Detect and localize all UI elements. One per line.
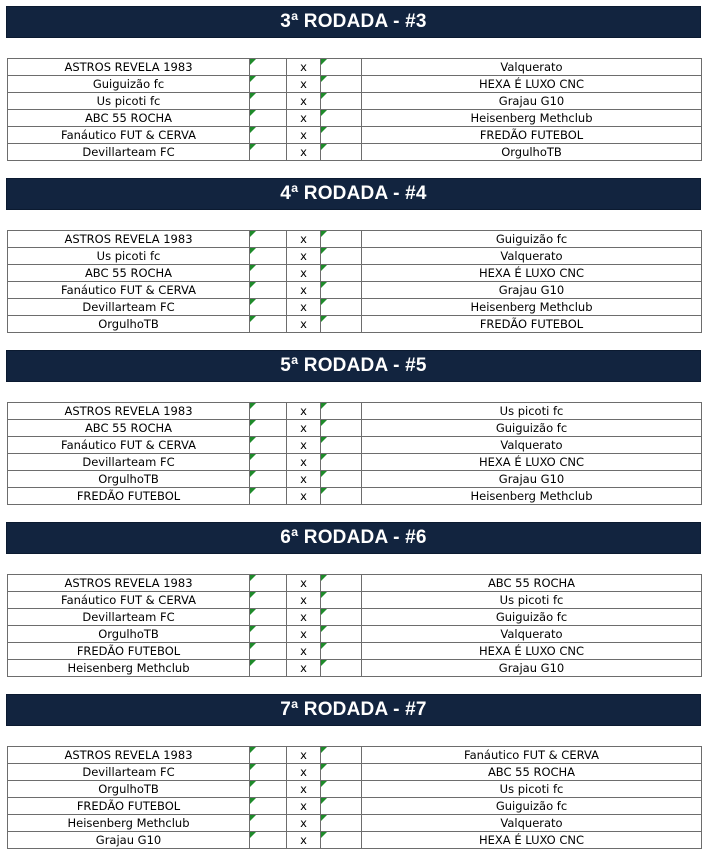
home-score-cell[interactable] xyxy=(250,299,287,316)
away-score-cell[interactable] xyxy=(321,420,362,437)
away-team-cell[interactable]: Guiguizão fc xyxy=(362,798,702,815)
home-score-cell[interactable] xyxy=(250,282,287,299)
away-score-cell[interactable] xyxy=(321,144,362,161)
match-row xyxy=(8,282,702,299)
away-score-cell[interactable] xyxy=(321,403,362,420)
versus-separator: x xyxy=(287,592,321,609)
away-score-cell[interactable] xyxy=(321,59,362,76)
home-team-cell[interactable]: Devillarteam FC xyxy=(8,144,250,161)
home-team-cell[interactable]: Devillarteam FC xyxy=(8,764,250,781)
away-team-cell[interactable]: Valquerato xyxy=(362,59,702,76)
home-team-cell[interactable]: ABC 55 ROCHA xyxy=(8,110,250,127)
versus-separator: x xyxy=(287,437,321,454)
home-team-cell[interactable]: ABC 55 ROCHA xyxy=(8,420,250,437)
match-table xyxy=(7,402,702,505)
away-score-cell[interactable] xyxy=(321,660,362,677)
match-row xyxy=(8,454,702,471)
match-row xyxy=(8,265,702,282)
home-team-cell[interactable]: Us picoti fc xyxy=(8,248,250,265)
home-score-cell[interactable] xyxy=(250,832,287,849)
match-row xyxy=(8,626,702,643)
versus-separator: x xyxy=(287,454,321,471)
home-score-cell[interactable] xyxy=(250,420,287,437)
versus-separator: x xyxy=(287,403,321,420)
versus-separator: x xyxy=(287,764,321,781)
away-team-cell[interactable]: HEXA É LUXO CNC xyxy=(362,454,702,471)
match-row xyxy=(8,660,702,677)
away-score-cell[interactable] xyxy=(321,815,362,832)
away-team-cell[interactable]: Grajau G10 xyxy=(362,471,702,488)
away-score-cell[interactable] xyxy=(321,609,362,626)
away-score-cell[interactable] xyxy=(321,316,362,333)
home-score-cell[interactable] xyxy=(250,144,287,161)
home-team-cell[interactable]: OrgulhoTB xyxy=(8,781,250,798)
away-score-cell[interactable] xyxy=(321,299,362,316)
home-team-cell[interactable]: Devillarteam FC xyxy=(8,299,250,316)
versus-separator: x xyxy=(287,781,321,798)
home-team-cell[interactable]: Fanáutico FUT & CERVA xyxy=(8,592,250,609)
match-row xyxy=(8,110,702,127)
versus-separator: x xyxy=(287,471,321,488)
match-row xyxy=(8,781,702,798)
away-score-cell[interactable] xyxy=(321,747,362,764)
match-row xyxy=(8,747,702,764)
away-score-cell[interactable] xyxy=(321,471,362,488)
round-title: 7ª RODADA - #7 xyxy=(6,694,701,726)
match-row xyxy=(8,471,702,488)
round-section xyxy=(6,694,701,847)
match-row xyxy=(8,299,702,316)
away-score-cell[interactable] xyxy=(321,93,362,110)
away-team-cell[interactable]: Valquerato xyxy=(362,626,702,643)
versus-separator: x xyxy=(287,76,321,93)
away-team-cell[interactable]: ABC 55 ROCHA xyxy=(362,764,702,781)
home-team-cell[interactable]: Guiguizão fc xyxy=(8,76,250,93)
match-row xyxy=(8,764,702,781)
versus-separator: x xyxy=(287,747,321,764)
home-score-cell[interactable] xyxy=(250,437,287,454)
home-score-cell[interactable] xyxy=(250,59,287,76)
match-row xyxy=(8,437,702,454)
home-team-cell[interactable]: ASTROS REVELA 1983 xyxy=(8,575,250,592)
home-score-cell[interactable] xyxy=(250,454,287,471)
round-section xyxy=(6,6,701,159)
away-score-cell[interactable] xyxy=(321,248,362,265)
versus-separator: x xyxy=(287,609,321,626)
home-score-cell[interactable] xyxy=(250,471,287,488)
round-title: 4ª RODADA - #4 xyxy=(6,178,701,210)
home-score-cell[interactable] xyxy=(250,626,287,643)
match-row xyxy=(8,231,702,248)
away-team-cell[interactable]: Grajau G10 xyxy=(362,660,702,677)
away-team-cell[interactable]: Heisenberg Methclub xyxy=(362,110,702,127)
match-table xyxy=(7,746,702,849)
home-team-cell[interactable]: Us picoti fc xyxy=(8,93,250,110)
match-row xyxy=(8,76,702,93)
away-score-cell[interactable] xyxy=(321,437,362,454)
match-row xyxy=(8,798,702,815)
home-team-cell[interactable]: Fanáutico FUT & CERVA xyxy=(8,282,250,299)
away-team-cell[interactable]: Grajau G10 xyxy=(362,282,702,299)
away-team-cell[interactable]: Heisenberg Methclub xyxy=(362,488,702,505)
versus-separator: x xyxy=(287,815,321,832)
home-team-cell[interactable]: FREDÃO FUTEBOL xyxy=(8,643,250,660)
away-score-cell[interactable] xyxy=(321,127,362,144)
away-score-cell[interactable] xyxy=(321,265,362,282)
versus-separator: x xyxy=(287,144,321,161)
home-score-cell[interactable] xyxy=(250,643,287,660)
home-team-cell[interactable]: OrgulhoTB xyxy=(8,471,250,488)
away-team-cell[interactable]: Guiguizão fc xyxy=(362,231,702,248)
away-team-cell[interactable]: HEXA É LUXO CNC xyxy=(362,76,702,93)
home-score-cell[interactable] xyxy=(250,110,287,127)
home-score-cell[interactable] xyxy=(250,316,287,333)
versus-separator: x xyxy=(287,110,321,127)
home-team-cell[interactable]: Devillarteam FC xyxy=(8,609,250,626)
match-row xyxy=(8,144,702,161)
versus-separator: x xyxy=(287,231,321,248)
versus-separator: x xyxy=(287,93,321,110)
versus-separator: x xyxy=(287,420,321,437)
away-score-cell[interactable] xyxy=(321,781,362,798)
away-score-cell[interactable] xyxy=(321,454,362,471)
match-row xyxy=(8,248,702,265)
versus-separator: x xyxy=(287,660,321,677)
away-team-cell[interactable]: Heisenberg Methclub xyxy=(362,299,702,316)
match-table xyxy=(7,230,702,333)
away-team-cell[interactable]: HEXA É LUXO CNC xyxy=(362,265,702,282)
home-score-cell[interactable] xyxy=(250,798,287,815)
home-team-cell[interactable]: Fanáutico FUT & CERVA xyxy=(8,127,250,144)
home-team-cell[interactable]: ASTROS REVELA 1983 xyxy=(8,747,250,764)
match-row xyxy=(8,403,702,420)
home-score-cell[interactable] xyxy=(250,747,287,764)
versus-separator: x xyxy=(287,248,321,265)
home-score-cell[interactable] xyxy=(250,403,287,420)
away-team-cell[interactable]: HEXA É LUXO CNC xyxy=(362,643,702,660)
match-table xyxy=(7,574,702,677)
away-score-cell[interactable] xyxy=(321,76,362,93)
away-team-cell[interactable]: Valquerato xyxy=(362,437,702,454)
home-team-cell[interactable]: Grajau G10 xyxy=(8,832,250,849)
away-team-cell[interactable]: ABC 55 ROCHA xyxy=(362,575,702,592)
away-score-cell[interactable] xyxy=(321,592,362,609)
away-team-cell[interactable]: Valquerato xyxy=(362,248,702,265)
home-score-cell[interactable] xyxy=(250,764,287,781)
home-score-cell[interactable] xyxy=(250,93,287,110)
away-score-cell[interactable] xyxy=(321,231,362,248)
home-score-cell[interactable] xyxy=(250,660,287,677)
away-team-cell[interactable]: Us picoti fc xyxy=(362,403,702,420)
away-team-cell[interactable]: Fanáutico FUT & CERVA xyxy=(362,747,702,764)
versus-separator: x xyxy=(287,626,321,643)
match-row xyxy=(8,488,702,505)
away-score-cell[interactable] xyxy=(321,110,362,127)
match-table xyxy=(7,58,702,161)
round-title: 3ª RODADA - #3 xyxy=(6,6,701,38)
home-team-cell[interactable]: Devillarteam FC xyxy=(8,454,250,471)
versus-separator: x xyxy=(287,59,321,76)
away-score-cell[interactable] xyxy=(321,626,362,643)
versus-separator: x xyxy=(287,282,321,299)
away-team-cell[interactable]: Valquerato xyxy=(362,815,702,832)
away-team-cell[interactable]: HEXA É LUXO CNC xyxy=(362,832,702,849)
versus-separator: x xyxy=(287,265,321,282)
away-team-cell[interactable]: Guiguizão fc xyxy=(362,609,702,626)
home-team-cell[interactable]: Heisenberg Methclub xyxy=(8,660,250,677)
home-team-cell[interactable]: FREDÃO FUTEBOL xyxy=(8,798,250,815)
home-score-cell[interactable] xyxy=(250,265,287,282)
home-score-cell[interactable] xyxy=(250,231,287,248)
away-score-cell[interactable] xyxy=(321,798,362,815)
home-team-cell[interactable]: Heisenberg Methclub xyxy=(8,815,250,832)
versus-separator: x xyxy=(287,643,321,660)
match-row xyxy=(8,59,702,76)
match-row xyxy=(8,592,702,609)
round-section xyxy=(6,350,701,503)
home-team-cell[interactable]: FREDÃO FUTEBOL xyxy=(8,488,250,505)
round-section xyxy=(6,178,701,331)
home-team-cell[interactable]: Fanáutico FUT & CERVA xyxy=(8,437,250,454)
away-score-cell[interactable] xyxy=(321,575,362,592)
round-title: 6ª RODADA - #6 xyxy=(6,522,701,554)
match-row xyxy=(8,643,702,660)
home-score-cell[interactable] xyxy=(250,488,287,505)
home-team-cell[interactable]: ASTROS REVELA 1983 xyxy=(8,59,250,76)
versus-separator: x xyxy=(287,488,321,505)
match-row xyxy=(8,609,702,626)
match-row xyxy=(8,316,702,333)
home-team-cell[interactable]: ASTROS REVELA 1983 xyxy=(8,231,250,248)
away-team-cell[interactable]: Grajau G10 xyxy=(362,93,702,110)
away-team-cell[interactable]: Us picoti fc xyxy=(362,592,702,609)
home-score-cell[interactable] xyxy=(250,248,287,265)
home-team-cell[interactable]: ABC 55 ROCHA xyxy=(8,265,250,282)
match-row xyxy=(8,420,702,437)
home-score-cell[interactable] xyxy=(250,76,287,93)
versus-separator: x xyxy=(287,832,321,849)
away-team-cell[interactable]: Us picoti fc xyxy=(362,781,702,798)
away-team-cell[interactable]: Guiguizão fc xyxy=(362,420,702,437)
away-score-cell[interactable] xyxy=(321,643,362,660)
versus-separator: x xyxy=(287,798,321,815)
versus-separator: x xyxy=(287,299,321,316)
home-score-cell[interactable] xyxy=(250,127,287,144)
versus-separator: x xyxy=(287,127,321,144)
home-score-cell[interactable] xyxy=(250,592,287,609)
home-score-cell[interactable] xyxy=(250,781,287,798)
home-team-cell[interactable]: OrgulhoTB xyxy=(8,316,250,333)
versus-separator: x xyxy=(287,316,321,333)
match-row xyxy=(8,127,702,144)
match-row xyxy=(8,832,702,849)
away-team-cell[interactable]: FREDÃO FUTEBOL xyxy=(362,316,702,333)
away-score-cell[interactable] xyxy=(321,832,362,849)
away-team-cell[interactable]: FREDÃO FUTEBOL xyxy=(362,127,702,144)
match-row xyxy=(8,93,702,110)
match-row xyxy=(8,815,702,832)
away-team-cell[interactable]: OrgulhoTB xyxy=(362,144,702,161)
round-section xyxy=(6,522,701,675)
home-score-cell[interactable] xyxy=(250,815,287,832)
away-score-cell[interactable] xyxy=(321,488,362,505)
home-score-cell[interactable] xyxy=(250,575,287,592)
home-team-cell[interactable]: ASTROS REVELA 1983 xyxy=(8,403,250,420)
versus-separator: x xyxy=(287,575,321,592)
round-title: 5ª RODADA - #5 xyxy=(6,350,701,382)
home-team-cell[interactable]: OrgulhoTB xyxy=(8,626,250,643)
away-score-cell[interactable] xyxy=(321,764,362,781)
match-row xyxy=(8,575,702,592)
away-score-cell[interactable] xyxy=(321,282,362,299)
home-score-cell[interactable] xyxy=(250,609,287,626)
